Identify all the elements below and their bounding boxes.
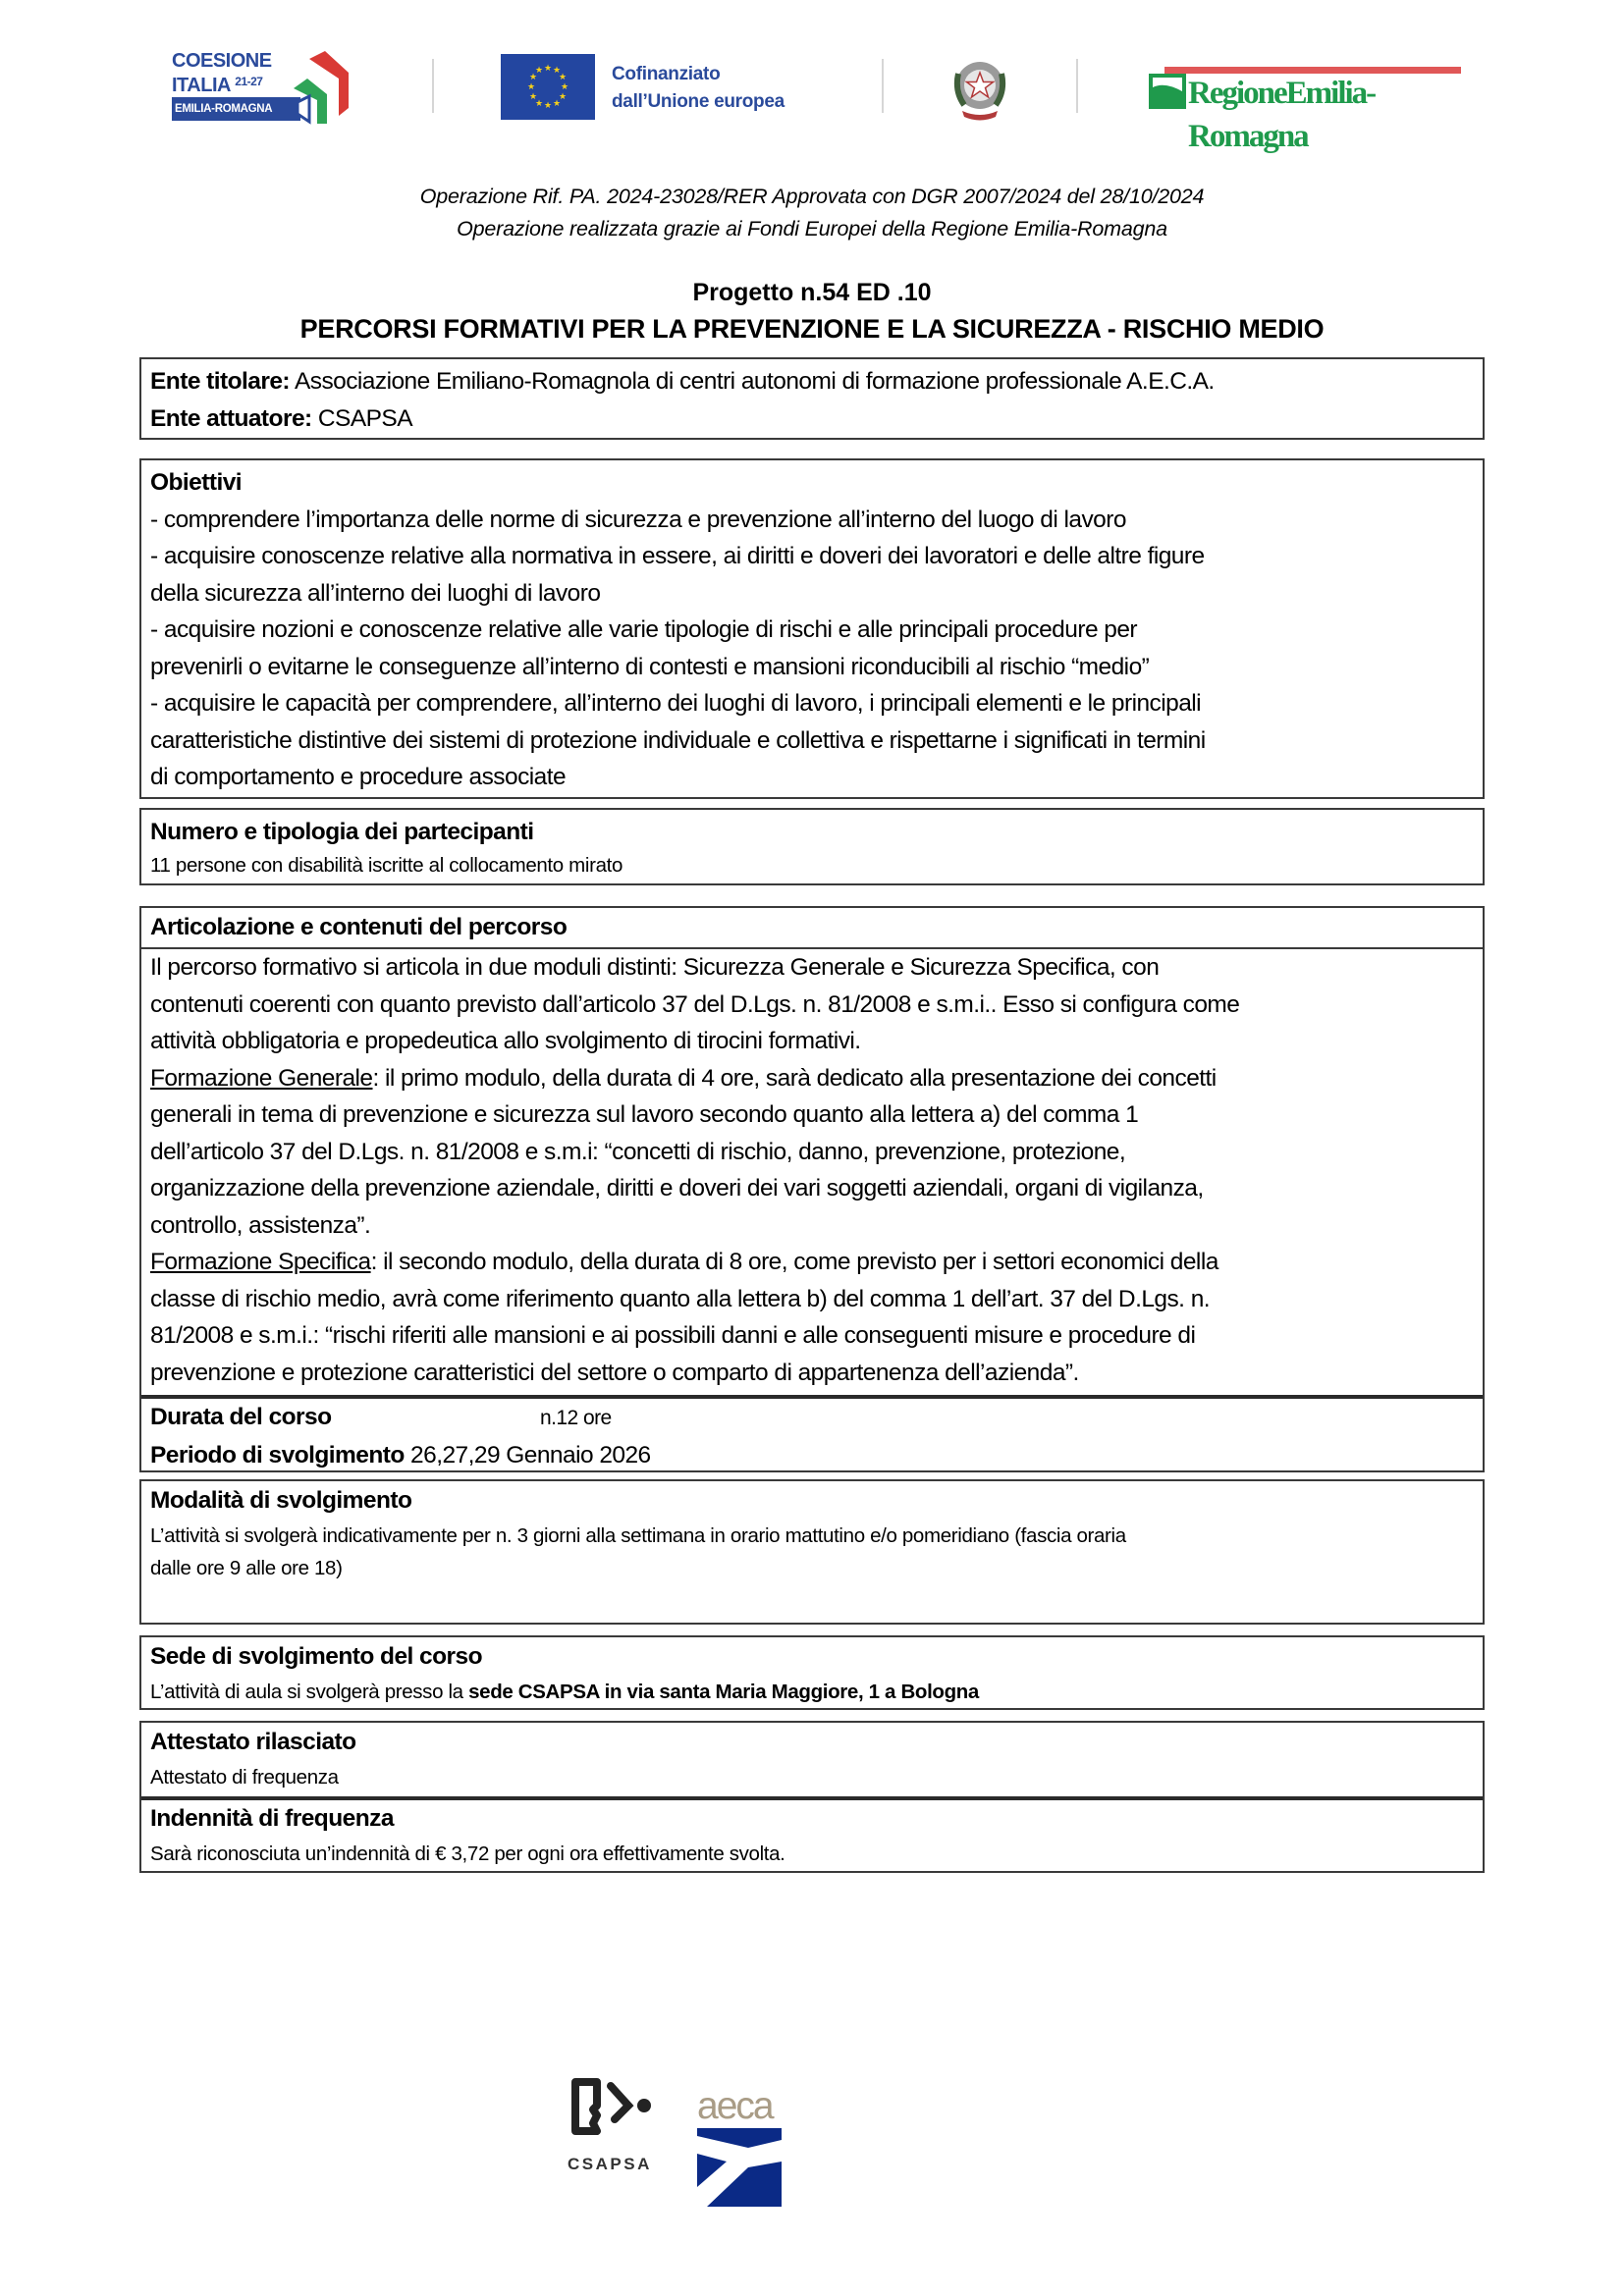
sede-text: L’attività di aula si svolgerà presso la sede CSAPSA in via santa Maria Maggiore, 1 a Bologna — [150, 1680, 979, 1703]
rer-square-icon — [1149, 74, 1186, 109]
eu-flag-logo — [501, 54, 595, 120]
svg-text:★: ★ — [543, 101, 553, 111]
logo-divider — [1076, 59, 1078, 113]
svg-text:★: ★ — [552, 99, 562, 109]
durata-label: Durata del corso — [150, 1404, 332, 1430]
partecipanti-heading: Numero e tipologia dei partecipanti — [150, 819, 534, 845]
articolazione-intro-line: contenuti coerenti con quanto previsto dall’articolo 37 del D.Lgs. n. 81/2008 e s.m.i.. Esso si configura come — [150, 990, 1240, 1018]
attestato-indennita-section — [139, 1721, 1485, 1873]
durata-row — [150, 1399, 1483, 1437]
formazione-specifica-line: prevenzione e protezione caratteristici del settore o comparto di appartenenza dell’azienda”. — [150, 1359, 1079, 1386]
obiettivi-line: - acquisire le capacità per comprendere, all’interno dei luoghi di lavoro, i principali elementi e le principali — [150, 690, 1202, 717]
svg-text:★: ★ — [534, 66, 544, 76]
republic-emblem-icon — [950, 54, 1009, 123]
articolazione-section — [139, 906, 1485, 1472]
obiettivi-section — [139, 458, 1485, 799]
periodo-value: 26,27,29 Gennaio 2026 — [404, 1441, 651, 1468]
svg-text:★: ★ — [558, 92, 568, 102]
obiettivi-line: prevenirli o evitarne le conseguenze all’interno di contesti e mansioni riconducibili al rischio “medio” — [150, 653, 1150, 680]
obiettivi-line: - acquisire conoscenze relative alla normativa in essere, ai diritti e doveri dei lavoratori e delle altre figure — [150, 543, 1205, 569]
funding-note: Operazione realizzata grazie ai Fondi Europei della Regione Emilia-Romagna — [457, 217, 1167, 240]
articolazione-intro-line: attività obbligatoria e propedeutica allo svolgimento di tirocini formativi. — [150, 1028, 861, 1054]
durata-value: n.12 ore — [540, 1407, 612, 1429]
formazione-generale-line: dell’articolo 37 del D.Lgs. n. 81/2008 e s.m.i: “concetti di rischio, danno, prevenzione, protezione, — [150, 1138, 1126, 1165]
obiettivi-line: caratteristiche distintive dei sistemi di protezione individuale e collettiva e rispettarne i significati in termini — [150, 726, 1206, 754]
durata-section — [141, 1395, 1483, 1473]
sede-section — [139, 1635, 1485, 1710]
formazione-generale: Formazione Generale: il primo modulo, della durata di 4 ore, sarà dedicato alla presentazione dei concetti — [150, 1064, 1217, 1092]
ente-attuatore: Ente attuatore: CSAPSA — [150, 404, 412, 432]
csapsa-face-icon — [568, 2076, 656, 2155]
periodo-row — [150, 1437, 1483, 1474]
coesione-region-band: EMILIA-ROMAGNA — [172, 97, 300, 121]
coesione-years: 21-27 — [235, 75, 263, 88]
svg-text:★: ★ — [534, 99, 544, 109]
formazione-generale-line: controllo, assistenza”. — [150, 1211, 371, 1239]
indennita-heading: Indennità di frequenza — [150, 1805, 394, 1832]
formazione-specifica: Formazione Specifica: il secondo modulo, della durata di 8 ore, come previsto per i settori economici della — [150, 1249, 1218, 1275]
formazione-generale-label: Formazione Generale — [150, 1064, 373, 1092]
project-number: Progetto n.54 ED .10 — [692, 279, 932, 306]
rer-wordmark: RegioneEmilia-Romagna — [1188, 76, 1376, 154]
svg-text:★: ★ — [543, 64, 553, 74]
svg-text:★: ★ — [560, 82, 569, 92]
svg-text:★: ★ — [528, 92, 538, 102]
logo-divider — [432, 59, 434, 113]
sede-address: sede CSAPSA in via santa Maria Maggiore, 1 a Bologna — [468, 1680, 979, 1703]
formazione-specifica-line: classe di rischio medio, avrà come riferimento quanto alla lettera b) del comma 1 dell’art. 37 del D.Lgs. n. — [150, 1285, 1211, 1312]
italian-republic-emblem — [950, 54, 1009, 123]
coesione-italia-logo — [172, 51, 368, 125]
regione-emilia-romagna-logo — [1149, 64, 1463, 154]
aeca-logo — [697, 2085, 785, 2209]
articolazione-intro-line: Il percorso formativo si articola in due moduli distinti: Sicurezza Generale e Sicurezza Specifica, con — [150, 954, 1160, 981]
articolazione-body — [141, 947, 1483, 1395]
attestato-text: Attestato di frequenza — [150, 1765, 339, 1789]
csapsa-wordmark: CSAPSA — [568, 2155, 652, 2173]
sede-heading: Sede di svolgimento del corso — [150, 1643, 483, 1670]
coesione-line1: COESIONE — [172, 50, 272, 72]
modalita-heading: Modalità di svolgimento — [150, 1487, 412, 1514]
operation-reference: Operazione Rif. PA. 2024-23028/RER Approvata con DGR 2007/2024 del 28/10/2024 — [419, 185, 1205, 208]
periodo-label: Periodo di svolgimento — [150, 1441, 405, 1468]
obiettivi-line: di comportamento e procedure associate — [150, 764, 567, 790]
csapsa-logo — [568, 2076, 656, 2179]
formazione-specifica-label: Formazione Specifica — [150, 1249, 371, 1275]
svg-text:★: ★ — [526, 82, 536, 92]
eu-cofinanced-text: Cofinanziato dall’Unione europea — [612, 64, 785, 112]
attestato-heading: Attestato rilasciato — [150, 1729, 356, 1755]
indennita-text: Sarà riconosciuta un’indennità di € 3,72 per ogni ora effettivamente svolta. — [150, 1842, 785, 1865]
formazione-generale-line: generali in tema di prevenzione e sicurezza sul lavoro secondo quanto alla lettera a) del comma 1 — [150, 1101, 1139, 1128]
aeca-mark-icon — [697, 2128, 782, 2207]
svg-text:★: ★ — [558, 73, 568, 82]
modalita-line: L’attività si svolgerà indicativamente per n. 3 giorni alla settimana in orario mattutino e/o pomeridiano (fascia oraria — [150, 1523, 1126, 1547]
ente-titolare: Ente titolare: Associazione Emiliano-Romagnola di centri autonomi di formazione professionale A.E.C.A. — [150, 368, 1215, 395]
svg-text:★: ★ — [528, 73, 538, 82]
coesione-line2: ITALIA — [172, 75, 231, 96]
modalita-section — [139, 1479, 1485, 1625]
partecipanti-text: 11 persone con disabilità iscritte al collocamento mirato — [150, 853, 623, 877]
logo-divider — [882, 59, 884, 113]
svg-text:★: ★ — [552, 66, 562, 76]
partecipanti-section — [139, 808, 1485, 885]
eu-stars-icon — [501, 54, 595, 120]
obiettivi-heading: Obiettivi — [150, 469, 243, 496]
aeca-wordmark: aeca — [697, 2085, 773, 2127]
page-title: PERCORSI FORMATIVI PER LA PREVENZIONE E LA SICUREZZA - RISCHIO MEDIO — [299, 314, 1325, 344]
formazione-specifica-line: 81/2008 e s.m.i.: “rischi riferiti alle mansioni e ai possibili danni e alle conseguenti misure e procedure di — [150, 1322, 1196, 1349]
coesione-chevron-icon — [288, 51, 366, 125]
formazione-generale-line: organizzazione della prevenzione aziendale, diritti e doveri dei vari soggetti aziendali, organi di vigilanza, — [150, 1175, 1204, 1201]
obiettivi-line: - acquisire nozioni e conoscenze relative alle varie tipologie di rischi e alle principali procedure per — [150, 616, 1138, 643]
enti-section — [139, 357, 1485, 440]
obiettivi-line: della sicurezza all’interno dei luoghi di lavoro — [150, 579, 601, 607]
obiettivi-line: - comprendere l’importanza delle norme di sicurezza e prevenzione all’interno del luogo di lavoro — [150, 506, 1126, 533]
articolazione-heading: Articolazione e contenuti del percorso — [150, 914, 568, 940]
modalita-line: dalle ore 9 alle ore 18) — [150, 1556, 343, 1579]
